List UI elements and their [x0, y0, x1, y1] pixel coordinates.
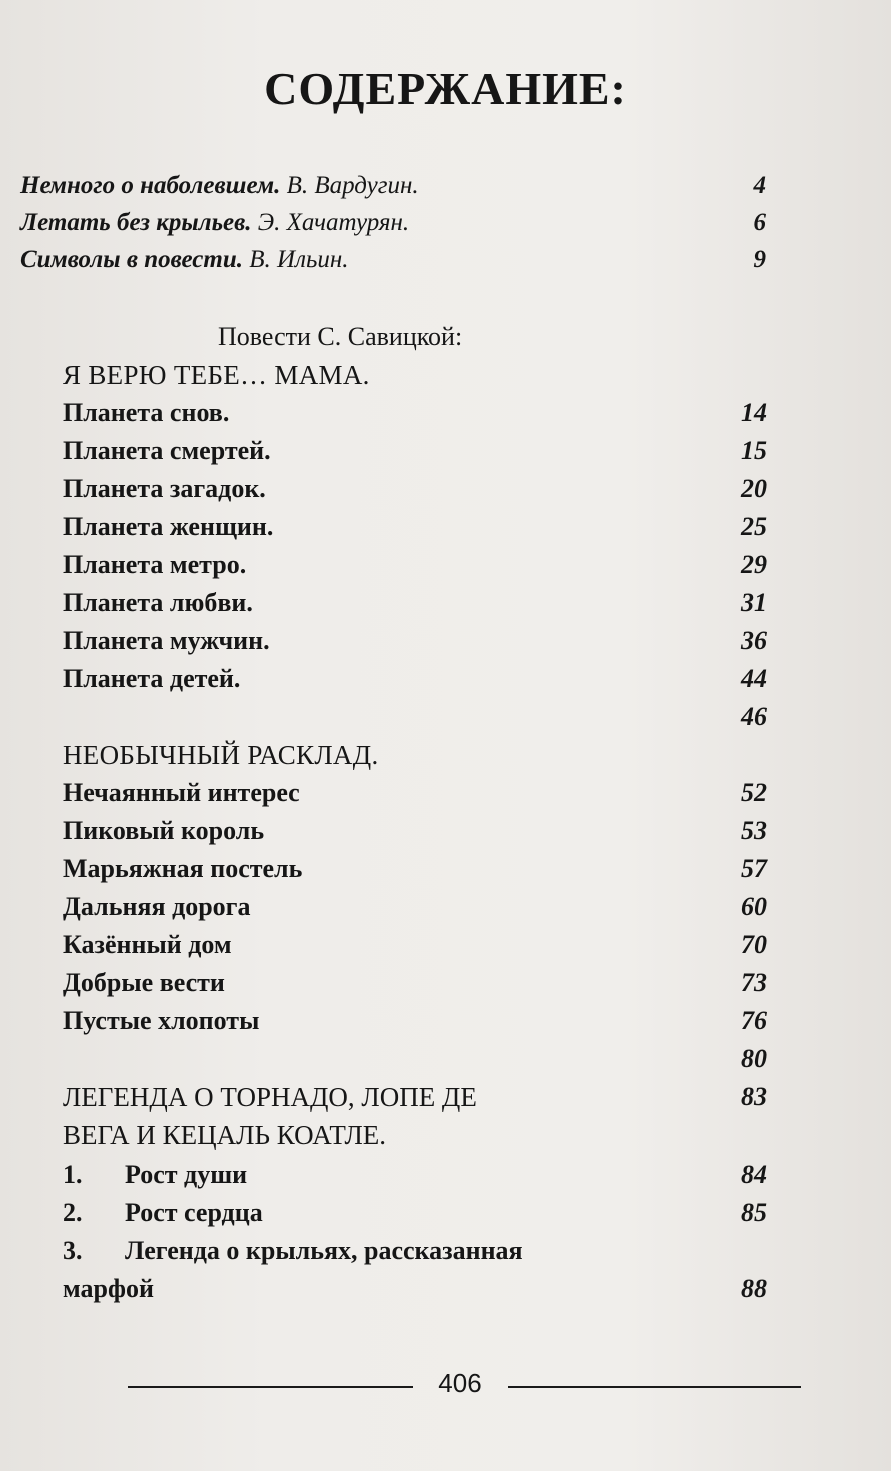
front-entry-title: Летать без крыльев. — [20, 209, 252, 236]
toc-entry: Планета снов. — [63, 398, 230, 427]
section-end-page: 80 — [741, 1044, 767, 1073]
toc-page: 14 — [741, 398, 767, 427]
footer-rule-right — [508, 1386, 801, 1388]
toc-entry: Легенда о крыльях, рассказанная — [125, 1236, 523, 1265]
section-title-line-2: ВЕГА И КЕЦАЛЬ КОАТЛЕ. — [63, 1120, 387, 1150]
footer-rule-left — [128, 1386, 413, 1388]
toc-entry: Пустые хлопоты — [63, 1006, 260, 1035]
toc-entry: Планета метро. — [63, 550, 247, 579]
toc-page: 85 — [741, 1198, 767, 1227]
front-entry-1 — [20, 172, 419, 200]
front-entry-page: 4 — [753, 172, 766, 199]
toc-entry: Рост сердца — [125, 1198, 263, 1227]
toc-entry: Планета детей. — [63, 664, 241, 693]
toc-entry: Казённый дом — [63, 930, 232, 959]
toc-page: 73 — [741, 968, 767, 997]
front-entry-2 — [20, 209, 409, 237]
toc-page: 88 — [741, 1274, 767, 1303]
front-entry-title: Символы в повести. — [20, 246, 243, 273]
toc-entry: Планета загадок. — [63, 474, 266, 503]
toc-entry: Нечаянный интерес — [63, 778, 300, 807]
toc-entry: Планета смертей. — [63, 436, 271, 465]
toc-entry-continued: марфой — [63, 1274, 154, 1303]
front-entry-page: 6 — [753, 209, 766, 236]
toc-page: 52 — [741, 778, 767, 807]
toc-page: 57 — [741, 854, 767, 883]
toc-page: 60 — [741, 892, 767, 921]
toc-page: 70 — [741, 930, 767, 959]
toc-entry: Дальняя дорога — [63, 892, 251, 921]
front-entry-page: 9 — [753, 246, 766, 273]
toc-page: 15 — [741, 436, 767, 465]
section-title: Я ВЕРЮ ТЕБЕ… МАМА. — [63, 360, 370, 390]
entry-number: 2. — [63, 1198, 83, 1227]
front-entry-author: В. Ильин. — [249, 246, 349, 273]
toc-page: 29 — [741, 550, 767, 579]
front-entry-author: В. Вардугин. — [286, 172, 419, 199]
toc-page: 83 — [741, 1082, 767, 1111]
toc-page: 36 — [741, 626, 767, 655]
toc-page: 76 — [741, 1006, 767, 1035]
intro-heading: Повести С. Савицкой: — [218, 322, 463, 351]
toc-page: 20 — [741, 474, 767, 503]
toc-page: 25 — [741, 512, 767, 541]
toc-entry: Планета женщин. — [63, 512, 274, 541]
entry-number: 3. — [63, 1236, 83, 1265]
toc-page: 84 — [741, 1160, 767, 1189]
front-entry-title: Немного о наболевшем. — [20, 172, 281, 199]
toc-entry: Пиковый король — [63, 816, 265, 845]
toc-entry: Рост души — [125, 1160, 248, 1189]
toc-page: 53 — [741, 816, 767, 845]
toc-page: 44 — [741, 664, 767, 693]
section-title-line-1: ЛЕГЕНДА О ТОРНАДО, ЛОПЕ ДЕ — [63, 1082, 477, 1112]
page-number: 406 — [438, 1368, 482, 1398]
entry-number: 1. — [63, 1160, 83, 1189]
front-entry-3 — [20, 246, 349, 274]
toc-entry: Планета мужчин. — [63, 626, 270, 655]
toc-page: 31 — [741, 588, 767, 617]
section-end-page: 46 — [741, 702, 767, 731]
section-title: НЕОБЫЧНЫЙ РАСКЛАД. — [63, 740, 379, 770]
toc-entry: Планета любви. — [63, 588, 253, 617]
toc-entry: Марьяжная постель — [63, 854, 303, 883]
toc-entry: Добрые вести — [63, 968, 225, 997]
page-title: СОДЕРЖАНИЕ: — [264, 63, 627, 114]
front-entry-author: Э. Хачатурян. — [257, 209, 410, 236]
